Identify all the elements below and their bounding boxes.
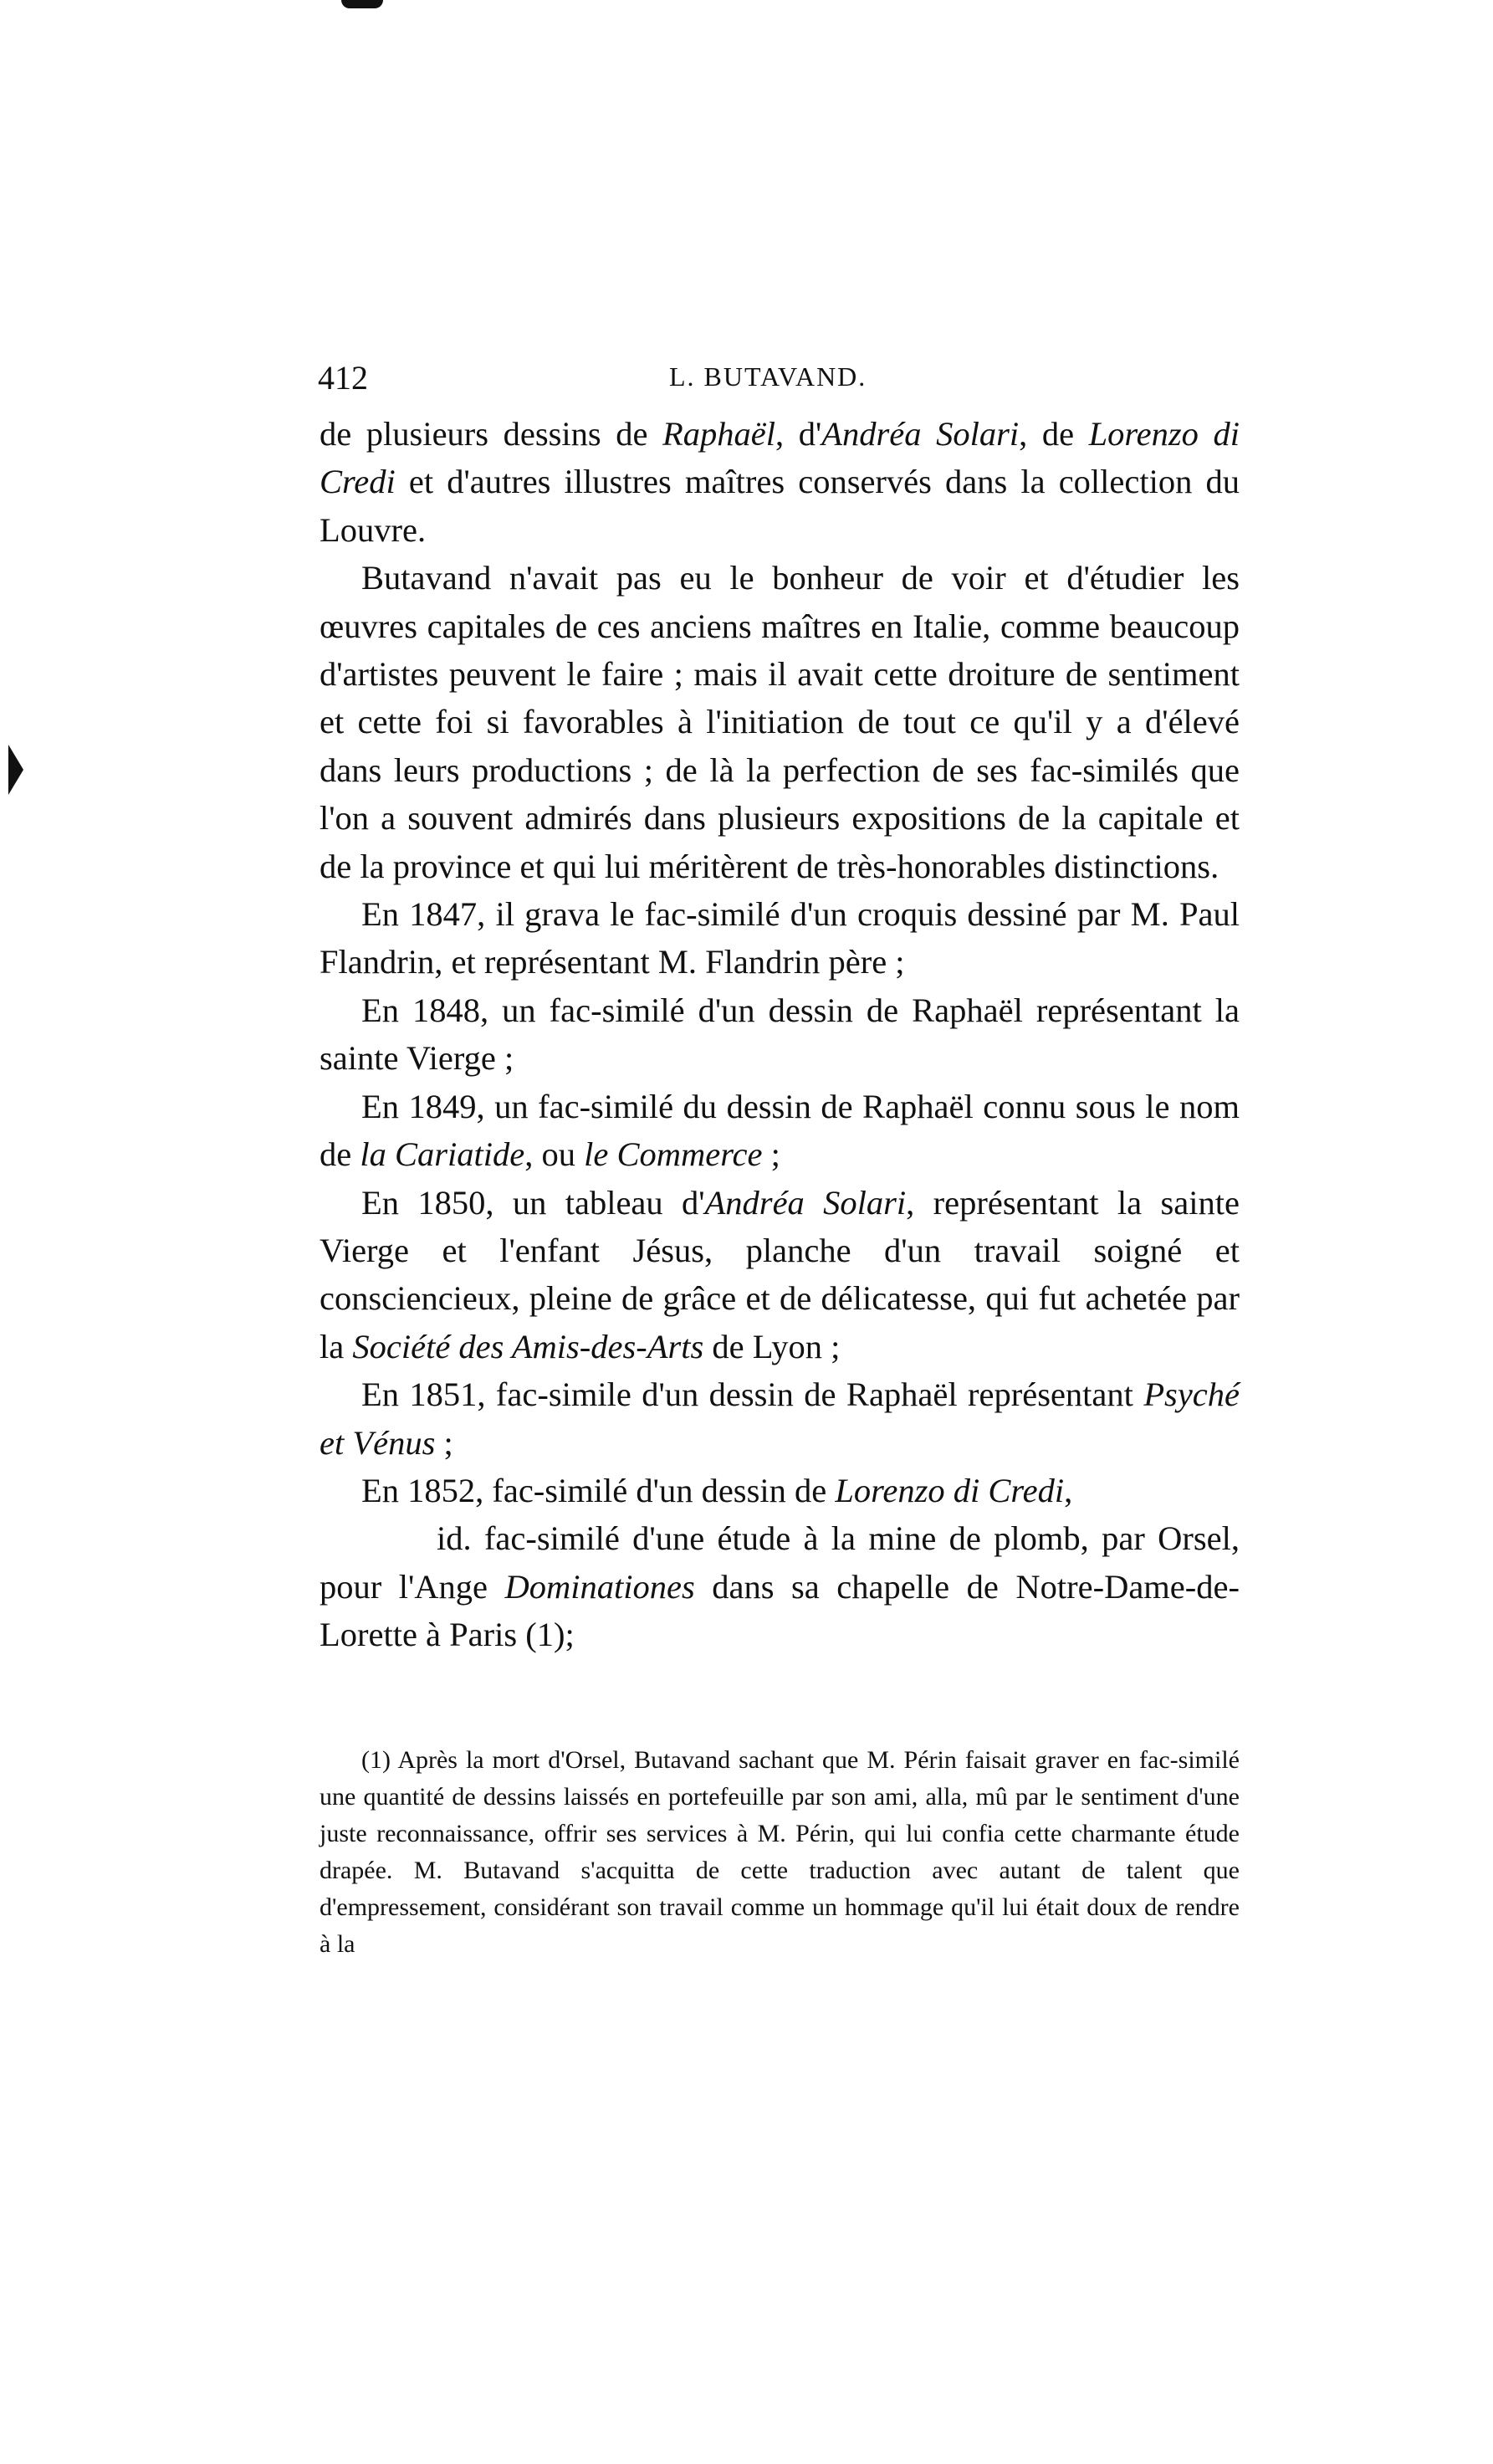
paragraph-7: En 1851, fac-simile d'un dessin de Raphaël représentant Psyché et Vénus ; (320, 1375, 1240, 1462)
page-number: 412 (318, 359, 368, 397)
paragraph-9: id. fac-similé d'une étude à la mine de plomb, par Orsel, pour l'Ange Dominationes dans sa chapelle de Notre-Dame-de-Lorette à Paris (1); (320, 1519, 1240, 1654)
paragraph-8: En 1852, fac-similé d'un dessin de Lorenzo di Credi, (361, 1471, 1073, 1509)
paragraph-2: Butavand n'avait pas eu le bonheur de voir et d'étudier les œuvres capitales de ces anciens maîtres en Italie, comme beaucoup d'artistes peuvent le faire ; mais il avait cette droiture de sentiment et cette foi si favorables à l'initiation de tout ce qu'il y a d'élevé dans leurs productions ; de là la perfection de ses fac-similés que l'on a souvent admirés dans plusieurs expositions de la capitale et de la province et qui lui méritèrent de très-honorables distinctions. (320, 559, 1240, 885)
paragraph-3: En 1847, il grava le fac-similé d'un croquis dessiné par M. Paul Flandrin, et représentant M. Flandrin père ; (320, 895, 1240, 981)
running-head: L. BUTAVAND. (669, 361, 867, 392)
paragraph-4: En 1848, un fac-similé d'un dessin de Raphaël représentant la sainte Vierge ; (320, 991, 1240, 1078)
top-smudge (341, 0, 383, 8)
margin-mark (8, 745, 23, 795)
footnote (320, 1742, 1240, 1963)
paragraph-6: En 1850, un tableau d'Andréa Solari, représentant la sainte Vierge et l'enfant Jésus, planche d'un travail soigné et consciencieux, pleine de grâce et de délicatesse, qui fut achetée par la Société des Amis-des-Arts de Lyon ; (320, 1183, 1240, 1365)
paragraph-5: En 1849, un fac-similé du dessin de Raphaël connu sous le nom de la Cariatide, ou le Commerce ; (320, 1087, 1240, 1174)
body-text (320, 410, 1240, 1659)
footnote-text: (1) Après la mort d'Orsel, Butavand sachant que M. Périn faisait graver en fac-similé une quantité de dessins laissés en portefeuille par son ami, alla, mû par le sentiment d'une juste reconnaissance, offrir ses services à M. Périn, qui lui confia cette charmante étude drapée. M. Butavand s'acquitta de cette traduction avec autant de talent que d'empressement, considérant son travail comme un hommage qu'il lui était doux de rendre à la (320, 1746, 1240, 1958)
paragraph-1: de plusieurs dessins de Raphaël, d'Andréa Solari, de Lorenzo di Credi et d'autres illustres maîtres conservés dans la collection du Louvre. (320, 415, 1240, 549)
page-header (318, 358, 1238, 408)
